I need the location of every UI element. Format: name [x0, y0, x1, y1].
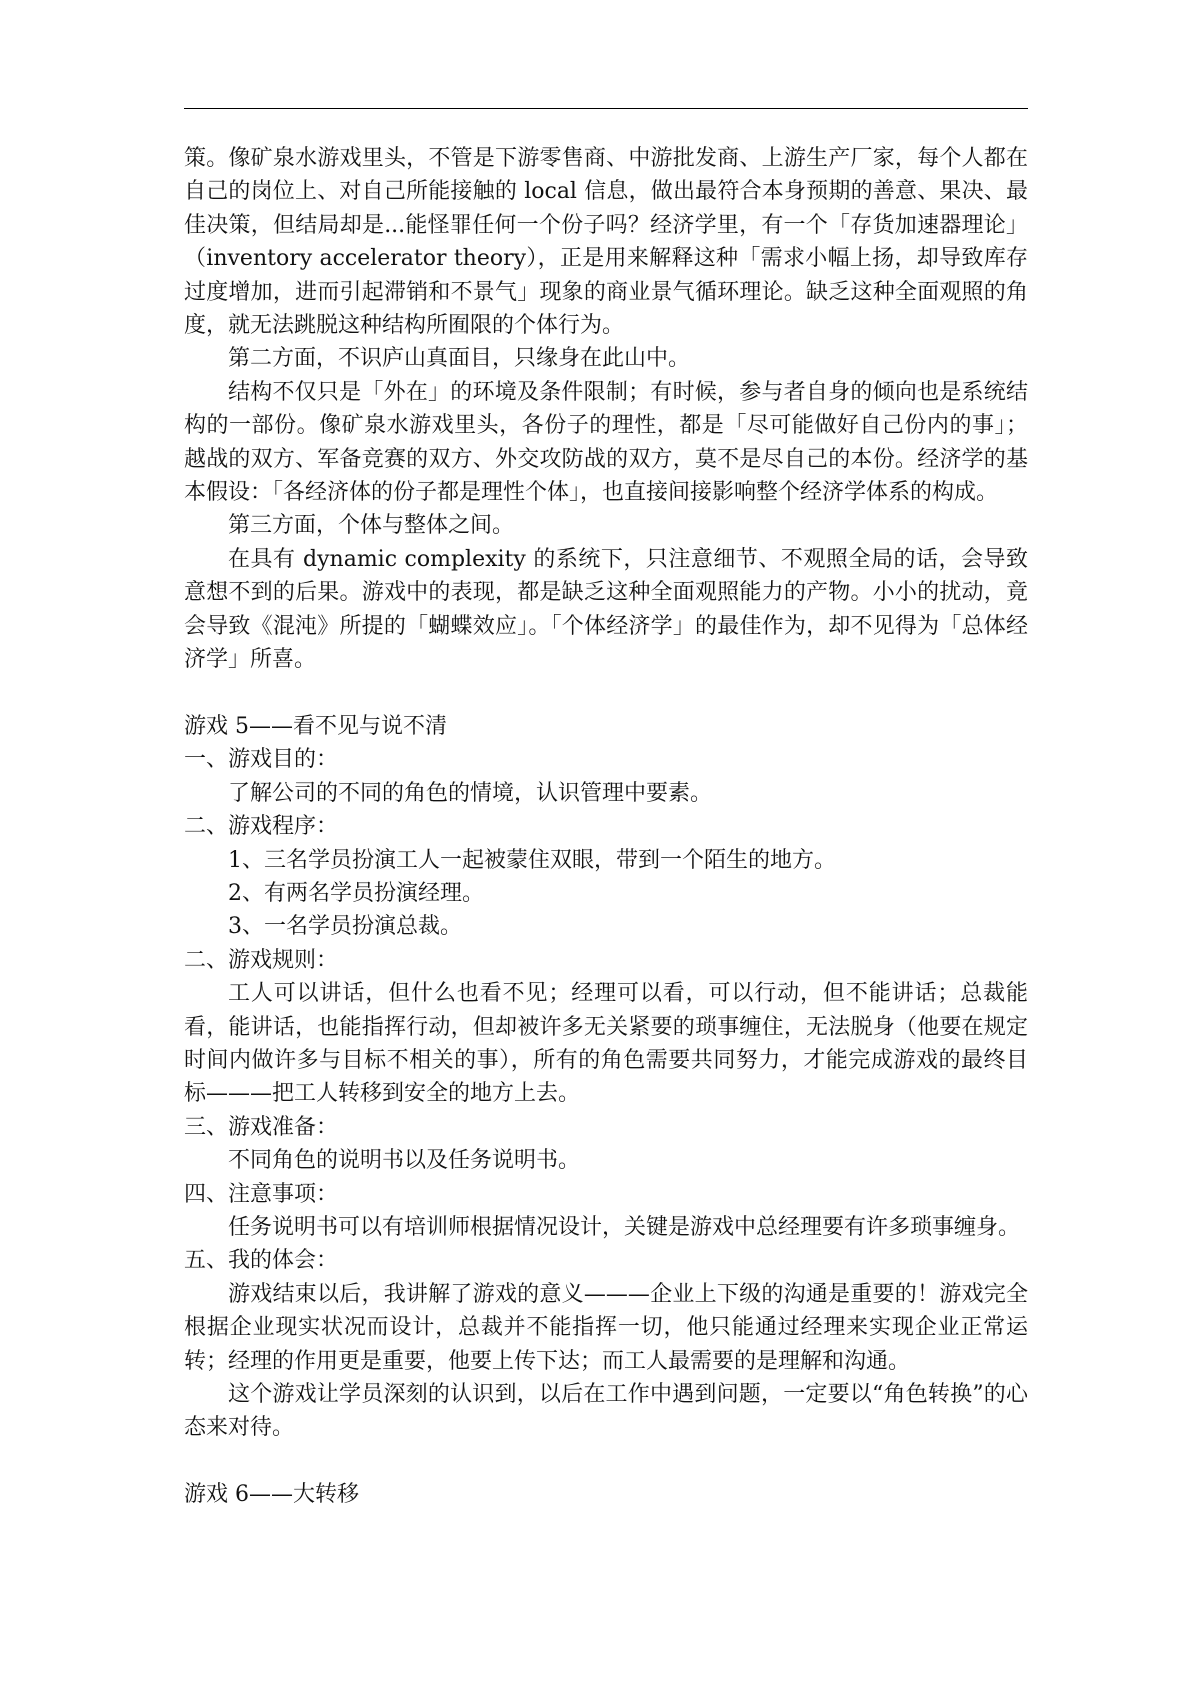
- section-heading: 一、游戏目的：: [184, 747, 339, 773]
- paragraph: 2、有两名学员扮演经理。: [228, 880, 484, 906]
- paragraph: 结构不仅只是「外在」的环境及条件限制；有时候，参与者自身的倾向也是系统结构的一部份。像矿泉水游戏里头，各份子的理性，都是「尽可能做好自己份内的事」；越战的双方、军备竞赛的双方、外交攻防战的双方，莫不是尽自己的本份。经济学的基本假设：「各经济体的份子都是理性个体」，也直接间接影响整个经济学体系的构成。: [184, 379, 1028, 506]
- section-heading: 游戏 5——看不见与说不清: [184, 713, 447, 739]
- paragraph: 工人可以讲话，但什么也看不见；经理可以看，可以行动，但不能讲话；总裁能看，能讲话，也能指挥行动，但却被许多无关紧要的琐事缠住，无法脱身（他要在规定时间内做许多与目标不相关的事），所有的角色需要共同努力，才能完成游戏的最终目标———把工人转移到安全的地方上去。: [184, 981, 1028, 1107]
- section-heading: 五、我的体会：: [184, 1248, 339, 1274]
- section-heading: 四、注意事项：: [184, 1181, 339, 1207]
- header-rule: [184, 108, 1028, 109]
- section-heading: 三、游戏准备：: [184, 1114, 339, 1140]
- paragraph: 第三方面，个体与整体之间。: [228, 513, 515, 539]
- document-body: [184, 142, 1028, 1512]
- paragraph: 3、一名学员扮演总裁。: [228, 914, 462, 940]
- paragraph: 游戏结束以后，我讲解了游戏的意义———企业上下级的沟通是重要的！游戏完全根据企业现实状况而设计，总裁并不能指挥一切，他只能通过经理来实现企业正常运转；经理的作用更是重要，他要上传下达；而工人最需要的是理解和沟通。: [184, 1281, 1028, 1374]
- section-heading: 二、游戏程序：: [184, 814, 339, 840]
- blank-line: [184, 677, 1028, 710]
- section-heading: 二、游戏规则：: [184, 947, 339, 973]
- paragraph: 1、三名学员扮演工人一起被蒙住双眼，带到一个陌生的地方。: [228, 847, 836, 873]
- paragraph: 第二方面，不识庐山真面目，只缘身在此山中。: [228, 346, 691, 372]
- paragraph: 任务说明书可以有培训师根据情况设计，关键是游戏中总经理要有许多琐事缠身。: [228, 1214, 1021, 1240]
- paragraph: 了解公司的不同的角色的情境，认识管理中要素。: [228, 780, 713, 806]
- section-heading: 游戏 6——大转移: [184, 1482, 359, 1508]
- paragraph: 这个游戏让学员深刻的认识到，以后在工作中遇到问题，一定要以“角色转换”的心态来对待。: [184, 1382, 1028, 1441]
- paragraph: 不同角色的说明书以及任务说明书。: [228, 1148, 581, 1174]
- paragraph: 在具有 dynamic complexity 的系统下，只注意细节、不观照全局的话，会导致意想不到的后果。游戏中的表现，都是缺乏这种全面观照能力的产物。小小的扰动，竟会导致《混沌》所提的「蝴蝶效应」。「个体经济学」的最佳作为，却不见得为「总体经济学」所喜。: [184, 546, 1028, 673]
- paragraph-continuation: 策。像矿泉水游戏里头，不管是下游零售商、中游批发商、上游生产厂家，每个人都在自己的岗位上、对自己所能接触的 local 信息，做出最符合本身预期的善意、果决、最佳决策，但结局却是...能怪罪任何一个份子吗？经济学里，有一个「存货加速器理论」（inventory accelerator theory），正是用来解释这种「需求小幅上扬，却导致库存过度增加，进而引起滞销和不景气」现象的商业景气循环理论。缺乏这种全面观照的角度，就无法跳脱这种结构所囿限的个体行为。: [184, 146, 1028, 339]
- blank-line: [184, 1445, 1028, 1478]
